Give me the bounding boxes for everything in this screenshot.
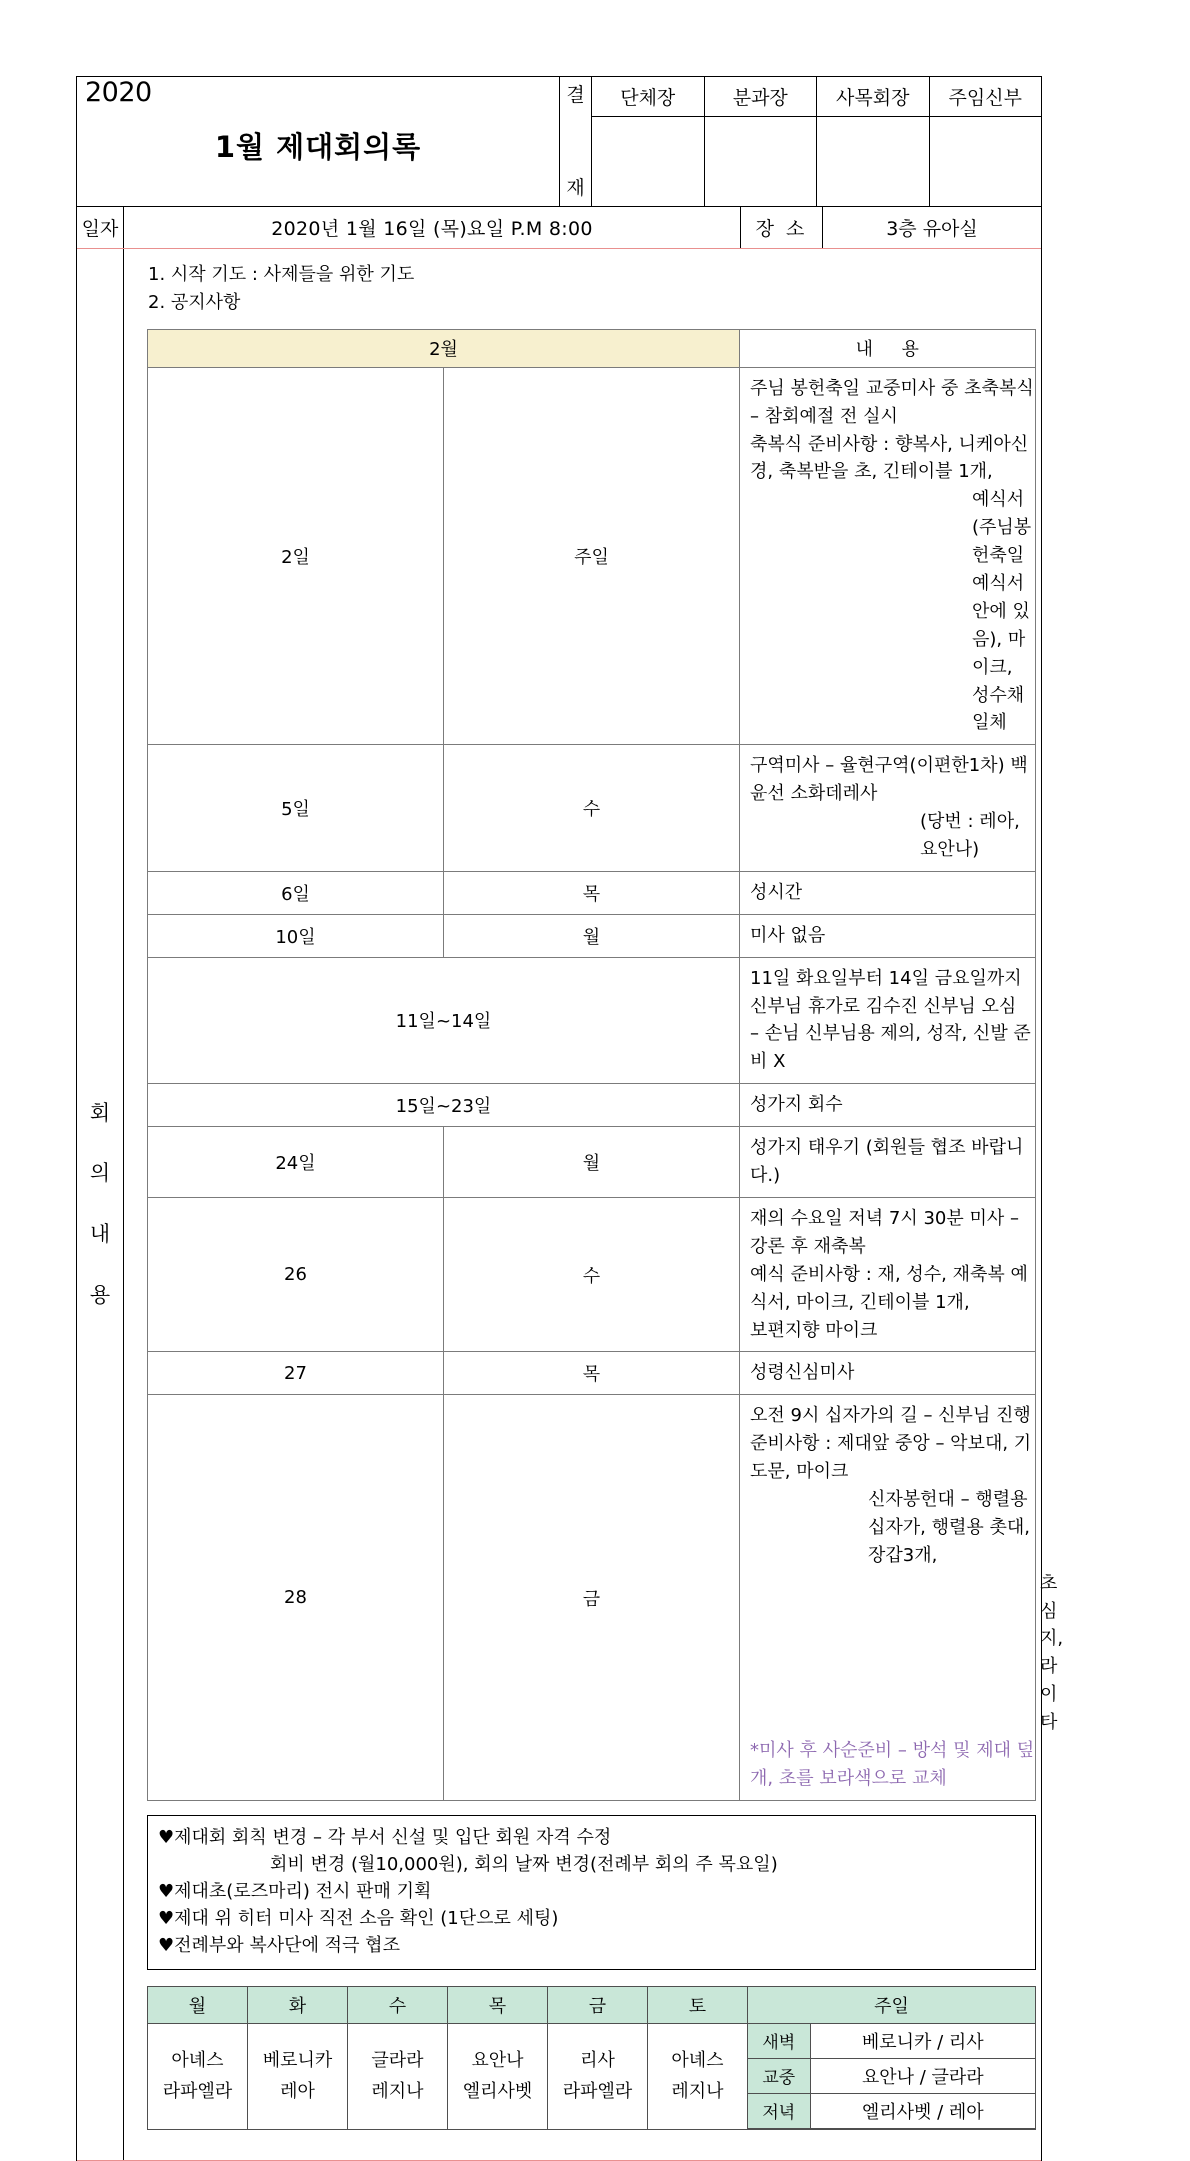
intro-item-2: 2. 공지사항 — [148, 291, 241, 313]
schedule-weekday: 금 — [444, 1395, 740, 1800]
schedule-weekday: 주일 — [444, 367, 740, 745]
schedule-weekday: 수 — [444, 1197, 740, 1351]
roster-names-cell — [648, 2023, 748, 2129]
schedule-content-line: 준비사항 : 제대앞 중앙 – 악보대, 기도문, 마이크 — [750, 1433, 1032, 1483]
schedule-content-line: – 손님 신부님용 제의, 성작, 신발 준비 X — [750, 1023, 1031, 1073]
roster-name: 엘리사벳 — [462, 2081, 533, 2103]
roster-name: 리사 — [580, 2049, 615, 2071]
schedule-content-line: 성시간 — [750, 881, 803, 903]
approval-column-samokhoejang — [817, 77, 930, 206]
schedule-content — [740, 1395, 1064, 1800]
document-header — [77, 77, 1041, 207]
schedule-content-line: 보편지향 마이크 — [750, 1319, 878, 1341]
meeting-body — [77, 249, 1064, 2161]
approval-column-danchejang — [592, 77, 705, 206]
schedule-row — [148, 1127, 1036, 1198]
schedule-month-header: 2월 — [148, 329, 740, 367]
schedule-row — [148, 871, 1036, 914]
schedule-content — [740, 1352, 1036, 1395]
side-label-char: 내 — [89, 1222, 111, 1247]
roster-sunday-names: 요안나 / 글라라 — [810, 2058, 1035, 2093]
intro-item-1: 1. 시작 기도 : 사제들을 위한 기도 — [148, 264, 415, 285]
roster-body-row — [148, 2023, 1036, 2129]
roster-name: 베로니카 — [262, 2049, 333, 2071]
schedule-content-line: *미사 후 사순준비 – 방석 및 제대 덮개, 초를 보라색으로 교체 — [750, 1739, 1035, 1789]
schedule-content — [740, 914, 1036, 957]
schedule-content-line: (당번 : 레아, 요안나) — [920, 811, 1020, 861]
schedule-row — [148, 745, 1036, 872]
roster-name: 아녜스 — [671, 2049, 724, 2071]
schedule-day-range: 15일~23일 — [148, 1084, 740, 1127]
title-cell — [77, 77, 560, 206]
year-label: 2020 — [85, 77, 152, 108]
schedule-content — [740, 1084, 1036, 1127]
approval-label-top: 결 — [566, 84, 585, 106]
schedule-content-line: 구역미사 – 율현구역(이편한1차) 백윤선 소화데레사 — [750, 755, 1028, 805]
schedule-day: 6일 — [148, 871, 444, 914]
roster-names-cell — [448, 2023, 548, 2129]
schedule-content — [740, 1127, 1036, 1198]
document-page — [76, 76, 1064, 2161]
side-label-char: 회 — [89, 1100, 111, 1125]
schedule-content — [740, 871, 1036, 914]
schedule-day: 26 — [148, 1197, 444, 1351]
schedule-table — [147, 329, 1064, 1801]
schedule-day: 28 — [148, 1395, 444, 1800]
roster-sunday-row — [748, 2093, 1035, 2128]
approval-block — [560, 77, 1041, 206]
place-label: 장 소 — [741, 207, 823, 248]
schedule-day: 27 — [148, 1352, 444, 1395]
approval-stamp-label — [560, 77, 592, 206]
roster-names-cell — [348, 2023, 448, 2129]
roster-name: 글라라 — [371, 2049, 424, 2071]
schedule-row — [148, 957, 1036, 1084]
schedule-content — [740, 957, 1036, 1084]
schedule-content — [740, 367, 1036, 745]
note-line: ♥제대초(로즈마리) 전시 판매 기획 — [158, 1880, 432, 1902]
schedule-row — [148, 367, 1036, 745]
schedule-weekday: 목 — [444, 1352, 740, 1395]
roster-name: 레지나 — [371, 2081, 424, 2103]
meeting-date-row — [77, 207, 1041, 249]
schedule-content-line: 예식서(주님봉헌축일예식서 안에 있음), 마이크, 성수채 일체 — [972, 489, 1032, 734]
roster-name: 라파엘라 — [562, 2081, 633, 2103]
roster-name: 라파엘라 — [162, 2081, 233, 2103]
approval-column-bungwajang — [705, 77, 818, 206]
schedule-content-line: 재의 수요일 저녁 7시 30분 미사 – 강론 후 재축복 — [750, 1207, 1019, 1257]
place-value: 3층 유아실 — [886, 218, 978, 240]
schedule-content-line: 축복식 준비사항 : 향복사, 니케아신경, 축복받을 초, 긴테이블 1개, — [750, 433, 1029, 483]
schedule-day-range: 11일~14일 — [148, 957, 740, 1084]
roster-weekday-header: 금 — [548, 1986, 648, 2023]
schedule-day: 2일 — [148, 367, 444, 745]
roster-sunday-names: 베로니카 / 리사 — [810, 2024, 1035, 2059]
page-title: 1월 제대회의록 — [214, 130, 422, 164]
approval-signature-area[interactable] — [705, 117, 817, 206]
roster-weekday-header: 수 — [348, 1986, 448, 2023]
note-line: ♥제대회 회칙 변경 – 각 부서 신설 및 입단 회원 자격 수정 — [158, 1826, 612, 1848]
schedule-content-line: 예식 준비사항 : 재, 성수, 재축복 예식서, 마이크, 긴테이블 1개, — [750, 1263, 1028, 1313]
roster-names-cell — [548, 2023, 648, 2129]
schedule-content-line: 성가지 태우기 (회원들 협조 바랍니다.) — [750, 1137, 1024, 1187]
schedule-row — [148, 914, 1036, 957]
roster-name: 아녜스 — [171, 2049, 224, 2071]
schedule-header-row — [148, 329, 1036, 367]
roster-weekday-header: 화 — [248, 1986, 348, 2023]
body-side-label — [77, 249, 124, 2160]
approval-label-bottom: 재 — [566, 177, 585, 199]
schedule-content-line: 11일 화요일부터 14일 금요일까지 신부님 휴가로 김수진 신부님 오심 — [750, 967, 1022, 1017]
body-content — [124, 249, 1064, 2160]
approval-column-header: 단체장 — [592, 77, 704, 117]
roster-names-cell — [248, 2023, 348, 2129]
schedule-content-line: 초심지, 라이타 — [1040, 1572, 1064, 1734]
approval-column-header: 주임신부 — [930, 77, 1042, 117]
schedule-weekday: 수 — [444, 745, 740, 872]
approval-column-header: 분과장 — [705, 77, 817, 117]
date-value: 2020년 1월 16일 (목)요일 P.M 8:00 — [124, 207, 741, 248]
schedule-weekday: 월 — [444, 914, 740, 957]
notes-box — [147, 1815, 1036, 1970]
schedule-content-line: 미사 없음 — [750, 924, 826, 946]
roster-sunday-header: 주일 — [748, 1986, 1036, 2023]
schedule-content — [740, 1197, 1036, 1351]
schedule-content — [740, 745, 1036, 872]
date-label: 일자 — [77, 207, 124, 248]
schedule-weekday: 월 — [444, 1127, 740, 1198]
roster-sunday-cell — [748, 2023, 1036, 2129]
approval-column-header: 사목회장 — [817, 77, 929, 117]
roster-sunday-row — [748, 2058, 1035, 2093]
roster-name: 레아 — [280, 2081, 315, 2103]
side-label-char: 의 — [89, 1161, 111, 1186]
approval-signature-area[interactable] — [592, 117, 704, 206]
duty-roster-table — [147, 1986, 1036, 2130]
roster-sunday-row — [748, 2024, 1035, 2059]
schedule-content-line: 성령신심미사 — [750, 1362, 855, 1384]
roster-sunday-time-tag: 새벽 — [748, 2024, 810, 2059]
roster-name: 요안나 — [471, 2049, 524, 2071]
roster-weekday-header: 월 — [148, 1986, 248, 2023]
schedule-row — [148, 1197, 1036, 1351]
roster-sunday-time-tag: 교중 — [748, 2058, 810, 2093]
intro-list — [148, 261, 1036, 317]
schedule-content-line: 주님 봉헌축일 교중미사 중 초축복식 – 참회예절 전 실시 — [750, 377, 1034, 427]
note-line: ♥제대 위 히터 미사 직전 소음 확인 (1단으로 세팅) — [158, 1907, 559, 1929]
roster-names-cell — [148, 2023, 248, 2129]
approval-signature-area[interactable] — [930, 117, 1042, 206]
roster-weekday-header: 토 — [648, 1986, 748, 2023]
schedule-row — [148, 1084, 1036, 1127]
schedule-row — [148, 1352, 1036, 1395]
schedule-weekday: 목 — [444, 871, 740, 914]
roster-name: 레지나 — [671, 2081, 724, 2103]
roster-sunday-time-tag: 저녁 — [748, 2093, 810, 2128]
side-label-char: 용 — [89, 1283, 111, 1308]
schedule-row — [148, 1395, 1036, 1800]
schedule-day: 24일 — [148, 1127, 444, 1198]
approval-column-juimsinbu — [930, 77, 1042, 206]
note-line: ♥전례부와 복사단에 적극 협조 — [158, 1934, 400, 1956]
approval-signature-area[interactable] — [817, 117, 929, 206]
schedule-content-line: 성가지 회수 — [750, 1094, 843, 1116]
approval-columns — [592, 77, 1041, 206]
roster-sunday-names: 엘리사벳 / 레아 — [810, 2093, 1035, 2128]
schedule-content-header: 내 용 — [740, 329, 1036, 367]
schedule-content-line: 오전 9시 십자가의 길 – 신부님 진행 — [750, 1405, 1031, 1427]
schedule-content-line: 신자봉헌대 – 행렬용 십자가, 행렬용 촛대, 장갑3개, — [868, 1488, 1030, 1566]
schedule-day: 5일 — [148, 745, 444, 872]
roster-weekday-header: 목 — [448, 1986, 548, 2023]
note-line: 회비 변경 (월10,000원), 회의 날짜 변경(전례부 회의 주 목요일) — [270, 1853, 778, 1875]
roster-header-row — [148, 1986, 1036, 2023]
schedule-day: 10일 — [148, 914, 444, 957]
